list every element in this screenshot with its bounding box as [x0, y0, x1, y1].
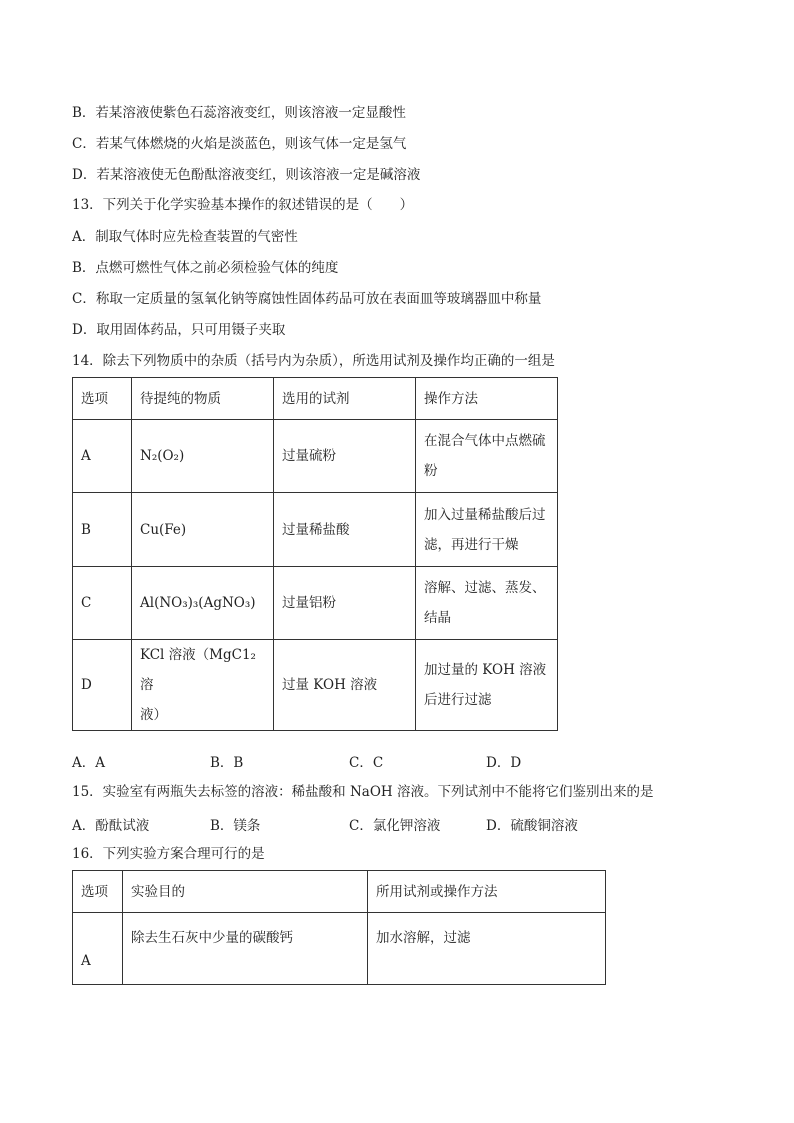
table-header-row [73, 871, 606, 913]
method-cell [416, 567, 558, 640]
choice-a: A．A [72, 755, 105, 771]
q13-option-a: A．制取气体时应先检查装置的气密性 [72, 229, 298, 245]
q16-stem: 16．下列实验方案合理可行的是 [72, 846, 265, 862]
table-header-row [73, 378, 558, 420]
goal-cell: 除去生石灰中少量的碳酸钙 [123, 913, 368, 985]
table-row [73, 493, 558, 567]
header-cell: 实验目的 [123, 871, 368, 913]
method-line: 滤，再进行干燥 [424, 536, 519, 553]
choice-d: D．硫酸铜溶液 [486, 818, 578, 834]
method-line: 溶解、过滤、蒸发、 [424, 580, 546, 596]
q13-option-b: B．点燃可燃性气体之前必须检验气体的纯度 [72, 260, 339, 276]
q15-choices [72, 814, 578, 834]
method-line: 粉 [424, 463, 438, 479]
q13-option-d: D．取用固体药品，只可用镊子夹取 [72, 322, 286, 338]
table-row [73, 913, 606, 985]
method-cell: 加水溶解，过滤 [368, 913, 606, 985]
reagent-cell: 过量硫粉 [274, 420, 416, 493]
q13-stem: 13．下列关于化学实验基本操作的叙述错误的是（ ） [72, 197, 414, 213]
choice-c: C．氯化钾溶液 [349, 818, 441, 834]
method-cell [416, 493, 558, 567]
substance-line: 液） [140, 707, 167, 723]
substance-line: KCl 溶液（MgC1₂溶 [140, 647, 256, 693]
choice-b: B．镁条 [210, 818, 261, 834]
method-line: 加过量的 KOH 溶液 [424, 662, 547, 678]
q16-table [72, 870, 606, 985]
option-cell: D [73, 640, 132, 731]
choice-c: C．C [349, 755, 384, 771]
header-cell: 选用的试剂 [274, 378, 416, 420]
option-cell: A [73, 420, 132, 493]
header-cell: 选项 [73, 871, 123, 913]
q14-choices [72, 751, 521, 771]
substance-cell [132, 640, 274, 731]
method-line: 后进行过滤 [424, 692, 492, 708]
method-line: 结晶 [424, 610, 451, 626]
q14-table [72, 377, 558, 731]
method-line: 加入过量稀盐酸后过 [424, 506, 546, 523]
q12-option-b: B．若某溶液使紫色石蕊溶液变红，则该溶液一定显酸性 [72, 105, 406, 121]
choice-a: A．酚酞试液 [72, 818, 150, 834]
option-cell: B [73, 493, 132, 567]
q13-option-c: C．称取一定质量的氢氧化钠等腐蚀性固体药品可放在表面皿等玻璃器皿中称量 [72, 291, 542, 307]
header-cell: 选项 [73, 378, 132, 420]
option-cell: A [73, 913, 123, 985]
substance-cell: Al(NO₃)₃(AgNO₃) [132, 567, 274, 640]
choice-d: D．D [486, 755, 522, 771]
method-line: 在混合气体中点燃硫 [424, 433, 546, 449]
substance-cell: Cu(Fe) [132, 493, 274, 567]
method-cell [416, 640, 558, 731]
method-cell [416, 420, 558, 493]
table-row [73, 420, 558, 493]
header-cell: 所用试剂或操作方法 [368, 871, 606, 913]
q12-option-c: C．若某气体燃烧的火焰是淡蓝色，则该气体一定是氢气 [72, 136, 407, 152]
choice-b: B．B [210, 755, 244, 771]
q15-stem: 15．实验室有两瓶失去标签的溶液：稀盐酸和 NaOH 溶液。下列试剂中不能将它们鉴别出来的是 [72, 784, 654, 800]
reagent-cell: 过量稀盐酸 [274, 493, 416, 567]
option-cell: C [73, 567, 132, 640]
table-row [73, 567, 558, 640]
q12-option-d: D．若某溶液使无色酚酞溶液变红，则该溶液一定是碱溶液 [72, 167, 421, 183]
header-cell: 待提纯的物质 [132, 378, 274, 420]
reagent-cell: 过量 KOH 溶液 [274, 640, 416, 731]
substance-cell: N₂(O₂) [132, 420, 274, 493]
header-cell: 操作方法 [416, 378, 558, 420]
table-row [73, 640, 558, 731]
reagent-cell: 过量铝粉 [274, 567, 416, 640]
q14-stem: 14．除去下列物质中的杂质（括号内为杂质），所选用试剂及操作均正确的一组是 [72, 353, 555, 369]
